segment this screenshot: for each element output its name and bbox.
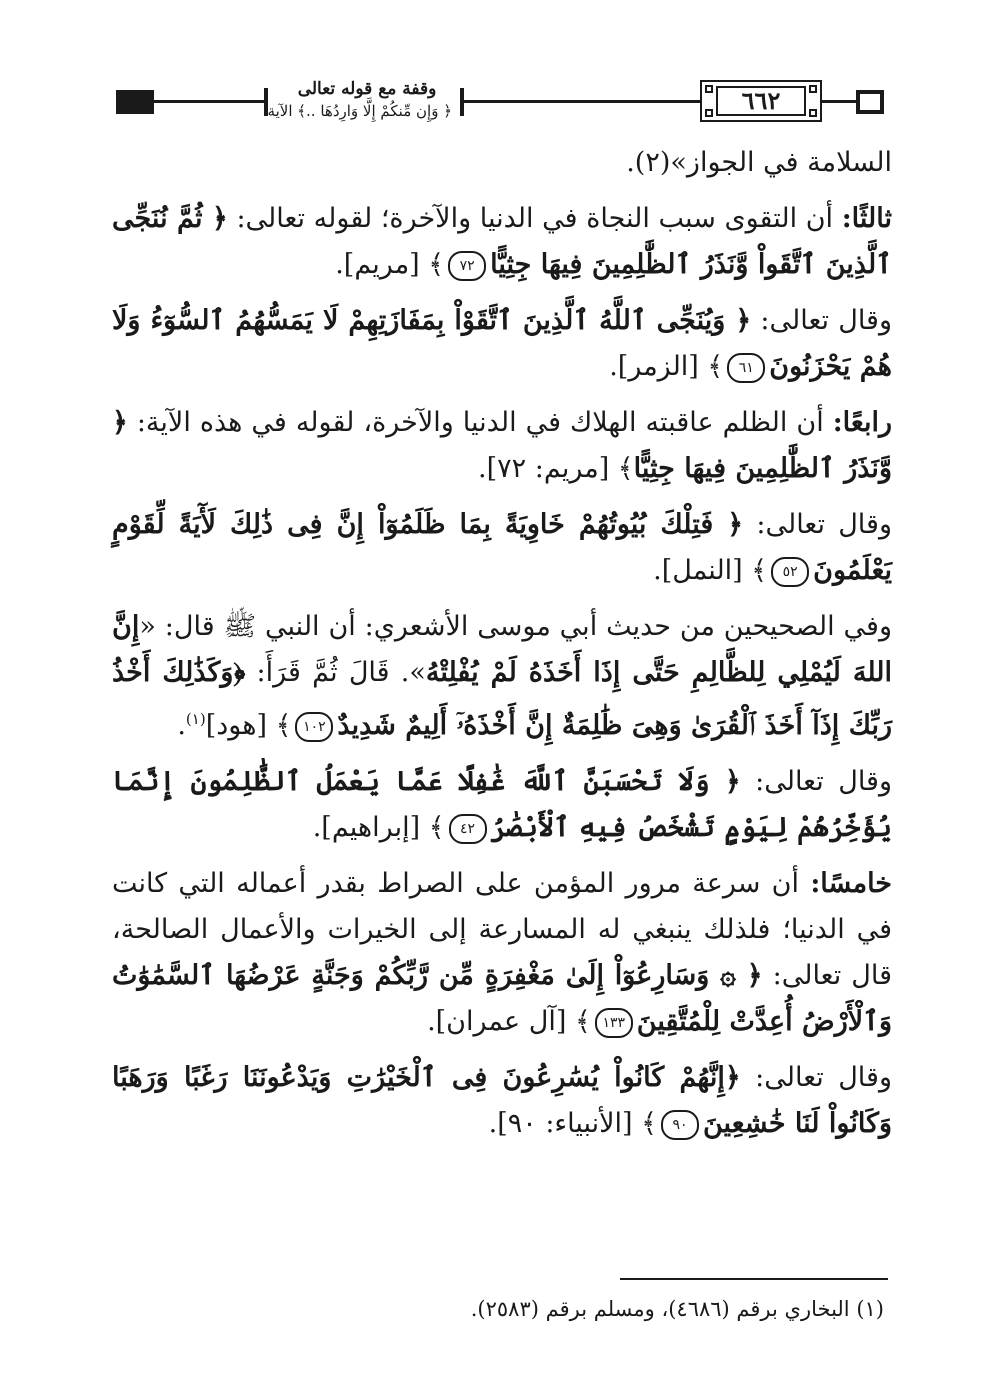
frame-knot-icon [705, 85, 713, 93]
quran-quote: ﴿ فَتِلْكَ بُيُوتُهُمْ خَاوِيَةً بِمَا ظَلَمُوٓاْ إِنَّ فِى ذَٰلِكَ لَأٓيَةً لِّقَوْمٍ يَعْلَمُونَ [112, 509, 892, 586]
quote-source: ﴾ [آل عمران]. [427, 1006, 591, 1037]
paragraph-zumar [112, 298, 892, 390]
header-rule-middle [464, 100, 700, 103]
paragraph-end: . [177, 710, 186, 741]
paragraph-hadith [112, 604, 892, 749]
paragraph-lead: رابعًا: [832, 407, 892, 438]
page-number: ٦٦٢ [716, 86, 806, 116]
header-rule-right [822, 100, 856, 103]
paragraph-anbiya [112, 1055, 892, 1147]
paragraph-text: السلامة في الجواز»(٢). [626, 147, 892, 178]
header-ornament-left [116, 90, 154, 114]
footnote-separator [620, 1278, 888, 1280]
paragraph-lead: خامسًا: [810, 868, 892, 899]
verse-number-icon: ٥٢ [771, 557, 809, 587]
header-title-line2: ﴿ وَإِن مِّنكُمْ إِلَّا وَارِدُهَا ..﴾ الآية [267, 102, 452, 120]
quran-quote: ﴿وَكَذَٰلِكَ أَخْذُ رَبِّكَ إِذَآ أَخَذَ ٱلْقُرَىٰ وَهِىَ ظَٰلِمَةٌ إِنَّ أَخْذَهُۥٓ أَلِيمٌ شَدِيدٌ [112, 657, 892, 741]
page-number-frame [700, 80, 822, 122]
footnote: (١) البخاري برقم (٤٦٨٦)، ومسلم برقم (٢٥٨٣). [470, 1297, 884, 1321]
frame-knot-icon [809, 85, 817, 93]
verse-number-icon: ١٠٢ [295, 712, 333, 742]
paragraph-fourth-point [112, 400, 892, 492]
paragraph-naml [112, 502, 892, 594]
quote-source: ﴾ [النمل]. [653, 555, 768, 586]
header-title [267, 78, 452, 122]
paragraph-fifth-point [112, 861, 892, 1045]
quote-source: ﴾ [هود] [205, 710, 292, 741]
verse-number-icon: ٤٢ [449, 814, 487, 844]
paragraph-ibrahim [112, 759, 892, 851]
paragraph-third-point [112, 196, 892, 288]
header-title-line1: وقفة مع قوله تعالى [297, 79, 437, 99]
paragraph-text: أن سرعة مرور المؤمن على الصراط بقدر أعماله التي كانت في الدنيا؛ فلذلك ينبغي له المسارعة إلى الخيرات والأعمال الصالحة، قال تعالى: [112, 868, 892, 991]
header-rule-left [152, 100, 264, 103]
page-body [112, 140, 892, 1157]
paragraph-text: وقال تعالى: [740, 766, 892, 797]
frame-knot-icon [809, 109, 817, 117]
paragraph-lead: ثالثًا: [841, 203, 892, 234]
hadith-quote: إِنَّ اللهَ لَيُمْلِي لِلظَّالِمِ حَتَّى إِذَا أَخَذَهُ لَمْ يُفْلِتْهُ [112, 611, 892, 688]
paragraph-text: وقال تعالى: [743, 509, 892, 540]
paragraph-text: أن التقوى سبب النجاة في الدنيا والآخرة؛ لقوله تعالى: [227, 203, 842, 234]
verse-number-icon: ٦١ [727, 353, 765, 383]
quote-source: ﴾ [الأنبياء: ٩٠]. [488, 1108, 657, 1139]
quran-quote: ﴿ ثُمَّ نُنَجِّى ٱلَّذِينَ ٱتَّقَواْ وَّنَذَرُ ٱلظَّٰلِمِينَ فِيهَا جِثِيًّا [112, 203, 892, 280]
footnote-reference: (١) [185, 710, 206, 728]
paragraph-text: وقال تعالى: [740, 1062, 892, 1093]
paragraph-text: وفي الصحيحين من حديث أبي موسى الأشعري: أن النبي ﷺ قال: « [139, 611, 892, 642]
frame-knot-icon [705, 109, 713, 117]
quote-source: ﴾ [مريم: ٧٢]. [478, 453, 634, 484]
paragraph-text: وقال تعالى: [751, 305, 892, 336]
paragraph-text: أن الظلم عاقبته الهلاك في الدنيا والآخرة، لقوله في هذه الآية: [127, 407, 833, 438]
quran-quote: ﴿إِنَّهُمْ كَانُواْ يُسَٰرِعُونَ فِى ٱلْخَيْرَٰتِ وَيَدْعُونَنَا رَغَبًا وَرَهَبًا وَكَانُواْ لَنَا خَٰشِعِينَ [112, 1062, 892, 1139]
paragraph-text: ». قَالَ ثُمَّ قَرَأَ: [245, 657, 426, 688]
quran-quote: ﴿ وَّنَذَرُ ٱلظَّٰلِمِينَ فِيهَا جِثِيًّا [112, 407, 892, 484]
header-ornament-right [856, 90, 884, 114]
quran-quote: ﴿ وَلَا تَحْسَبَنَّ ٱللَّهَ غَٰفِلًا عَمَّا يَعْمَلُ ٱلظَّٰلِمُونَ إِنَّمَا يُؤَخِّرُهُمْ لِيَوْمٍ تَشْخَصُ فِيهِ ٱلْأَبْصَٰرُ [112, 766, 892, 843]
quote-source: ﴾ [إبراهيم]. [312, 812, 445, 843]
verse-number-icon: ٩٠ [661, 1110, 699, 1140]
paragraph-continuation [112, 140, 892, 186]
verse-number-icon: ٧٢ [448, 251, 486, 281]
quran-quote: ﴿ وَيُنَجِّى ٱللَّهُ ٱلَّذِينَ ٱتَّقَوْاْ بِمَفَازَتِهِمْ لَا يَمَسُّهُمُ ٱلسُّوٓءُ وَلَا هُمْ يَحْزَنُونَ [112, 305, 892, 382]
quote-source: ﴾ [الزمر]. [609, 351, 724, 382]
verse-number-icon: ١٣٣ [595, 1008, 633, 1038]
quran-quote: ﴿ ۞ وَسَارِعُوٓاْ إِلَىٰ مَغْفِرَةٍ مِّن رَّبِّكُمْ وَجَنَّةٍ عَرْضُهَا ٱلسَّمَٰوَٰتُ وَٱلْأَرْضُ أُعِدَّتْ لِلْمُتَّقِينَ [112, 960, 892, 1037]
quote-source: ﴾ [مريم]. [335, 249, 445, 280]
running-header [112, 78, 892, 130]
